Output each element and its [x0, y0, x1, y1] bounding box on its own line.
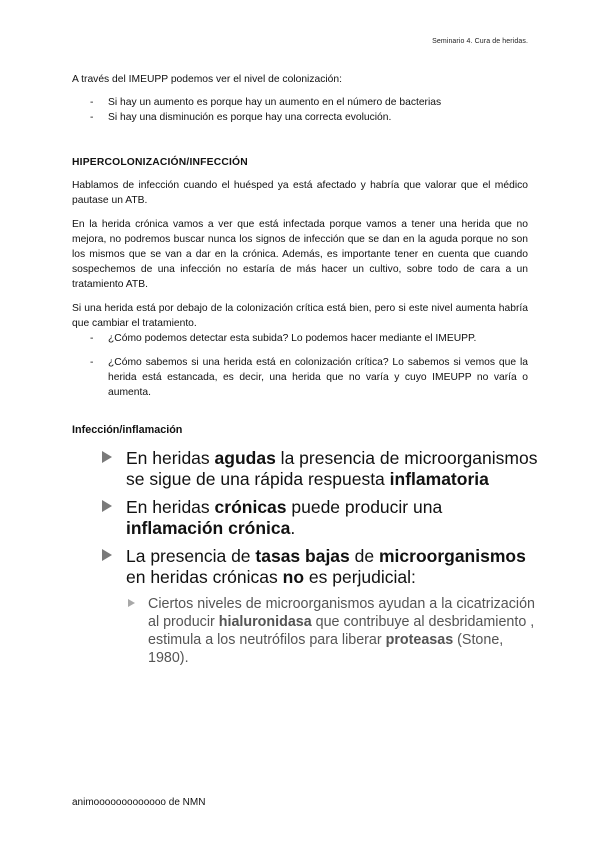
question-list [72, 331, 528, 400]
document-body [72, 72, 538, 667]
slide-sub-bullet: Ciertos niveles de microorganismos ayudan a la cicatrización al producir hialuronidasa que contribuye al desbridamiento , estimula a los neutrófilos para liberar proteasas (Stone, 1980). [126, 595, 542, 667]
section-heading: Infección/inflamación [72, 424, 183, 436]
list-item: - ¿Cómo sabemos si una herida está en colonización crítica? Lo sabemos si vemos que la herida está estancada, es decir, una herida que no varía y cuyo IMEUPP no varía o aumenta. [72, 355, 528, 400]
slide-bullet: En heridas agudas la presencia de microorganismos se sigue de una rápida respuesta inflamatoria [102, 448, 542, 490]
list-item: - Si hay una disminución es porque hay una correcta evolución. [72, 110, 528, 125]
slide-bullet: En heridas crónicas puede producir una inflamación crónica. [102, 497, 542, 539]
slide-bullet: La presencia de tasas bajas de microorganismos en heridas crónicas no es perjudicial: [102, 546, 542, 588]
list-item: - Si hay un aumento es porque hay un aumento en el número de bacterias [72, 95, 528, 110]
paragraph: Si una herida está por debajo de la colonización crítica está bien, pero si este nivel aumenta habría que cambiar el tratamiento. [72, 303, 528, 329]
triangle-bullet-icon [128, 599, 135, 607]
embedded-slide [72, 448, 542, 667]
intro-lead: A través del IMEUPP podemos ver el nivel de colonización: [72, 74, 342, 85]
triangle-bullet-icon [102, 500, 112, 512]
paragraph: Hablamos de infección cuando el huésped ya está afectado y habría que valorar que el médico pautase un ATB. [72, 180, 528, 206]
running-header: Seminario 4. Cura de heridas. [432, 38, 528, 45]
triangle-bullet-icon [102, 549, 112, 561]
page-footer: animooooooooooooo de NMN [72, 797, 206, 808]
list-item: - ¿Cómo podemos detectar esta subida? Lo podemos hacer mediante el IMEUPP. [72, 331, 528, 346]
paragraph: En la herida crónica vamos a ver que está infectada porque vamos a tener una herida que no mejora, no podremos buscar nunca los signos de infección que se dan en la aguda porque no son los mismos que se van a dar en la crónica. Además, es importante tener en cuenta que cuando sospechemos de una infección no estaría de más hacer un cultivo, sobre todo de cara a un tratamiento ATB. [72, 219, 528, 290]
triangle-bullet-icon [102, 451, 112, 463]
section-heading: HIPERCOLONIZACIÓN/INFECCIÓN [72, 157, 248, 168]
intro-list [72, 95, 528, 125]
